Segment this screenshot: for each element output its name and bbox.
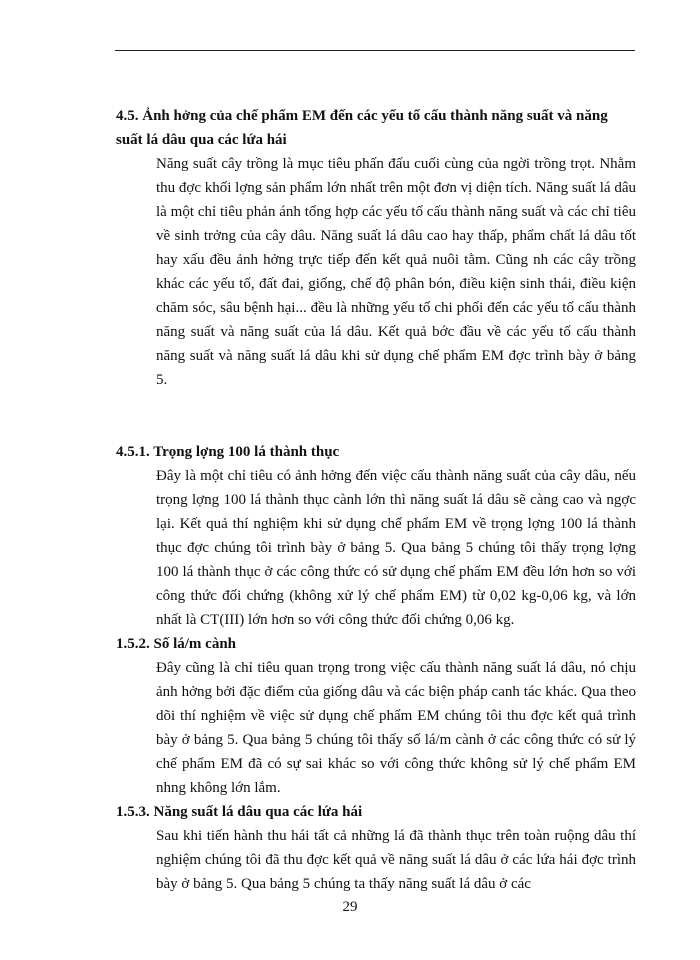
- heading-1-5-2: 1.5.2. Số lá/m cành: [116, 636, 237, 652]
- paragraph-4-5: Năng suất cây trồng là mục tiêu phấn đấu cuối cùng của ngời trồng trọt. Nhằm thu đợc khối lợng sản phẩm lớn nhất trên một đơn vị diện tích. Năng suất lá dâu là một chỉ tiêu phản ánh tổng hợp các yếu tố cấu thành năng suất và các chỉ tiêu về sinh trởng của cây dâu. Năng suất lá dâu cao hay thấp, phẩm chất lá dâu tốt hay xấu đều ảnh hởng trực tiếp đến kết quả nuôi tằm. Cũng nh các cây trồng khác các yếu tố, đất đai, giống, chế độ phân bón, điều kiện sinh thái, điều kiện chăm sóc, sâu bệnh hại... đều là những yếu tố chi phối đến các yếu tố cấu thành năng suất và năng suất của lá dâu. Kết quả bớc đầu về các yếu tố cấu thành năng suất và năng suất lá dâu khi sử dụng chế phẩm EM đợc trình bày ở bảng 5.: [156, 156, 636, 388]
- paragraph-1-5-2: Đây cũng là chỉ tiêu quan trọng trong việc cấu thành năng suất lá dâu, nó chịu ảnh hởng bởi đặc điểm của giống dâu và các biện pháp canh tác khác. Qua theo dõi thí nghiệm về việc sử dụng chế phẩm EM chúng tôi thu đợc kết quả trình bày ở bảng 5. Qua bảng 5 chúng tôi thấy số lá/m cành ở các công thức có sử lý chế phẩm EM đã có sự sai khác so với công thức không sử lý chế phẩm EM nhng không lớn lắm.: [156, 660, 636, 796]
- document-body: [116, 104, 636, 896]
- header-rule: [115, 50, 635, 51]
- section-4-5-1: [116, 440, 636, 632]
- paragraph-4-5-1: Đây là một chỉ tiêu có ảnh hởng đến việc cấu thành năng suất của cây dâu, nếu trọng lợng 100 lá thành thục cành lớn thì năng suất lá dâu sẽ càng cao và ngợc lại. Kết quả thí nghiệm khi sử dụng chế phẩm EM về trọng lợng 100 lá thành thục đợc chúng tôi trình bày ở bảng 5. Qua bảng 5 chúng tôi thấy trọng lợng 100 lá thành thục ở các công thức có sử dụng chế phẩm EM đều lớn hơn so với công thức đối chứng (không xử lý chế phẩm EM) từ 0,02 kg-0,06 kg, và lớn nhất là CT(III) lớn hơn so với công thức đối chứng 0,06 kg.: [156, 468, 636, 628]
- section-1-5-2: [116, 632, 636, 800]
- heading-4-5: 4.5. Ảnh hởng của chế phẩm EM đến các yếu tố cấu thành năng suất và năng suất lá dâu qua các lứa hái: [116, 108, 608, 148]
- section-spacer: [116, 392, 636, 440]
- section-1-5-3: [116, 800, 636, 896]
- section-4-5: [116, 104, 636, 392]
- heading-4-5-1: 4.5.1. Trọng lợng 100 lá thành thục: [116, 444, 340, 460]
- heading-1-5-3: 1.5.3. Năng suất lá dâu qua các lứa hái: [116, 804, 363, 820]
- page-number: 29: [342, 899, 358, 915]
- paragraph-1-5-3: Sau khi tiến hành thu hái tất cả những lá đã thành thục trên toàn ruộng dâu thí nghiệm chúng tôi đã thu đợc kết quả về năng suất lá dâu ở các lứa hái đợc trình bày ở bảng 5. Qua bảng 5 chúng ta thấy năng suất lá dâu ở các: [156, 828, 636, 892]
